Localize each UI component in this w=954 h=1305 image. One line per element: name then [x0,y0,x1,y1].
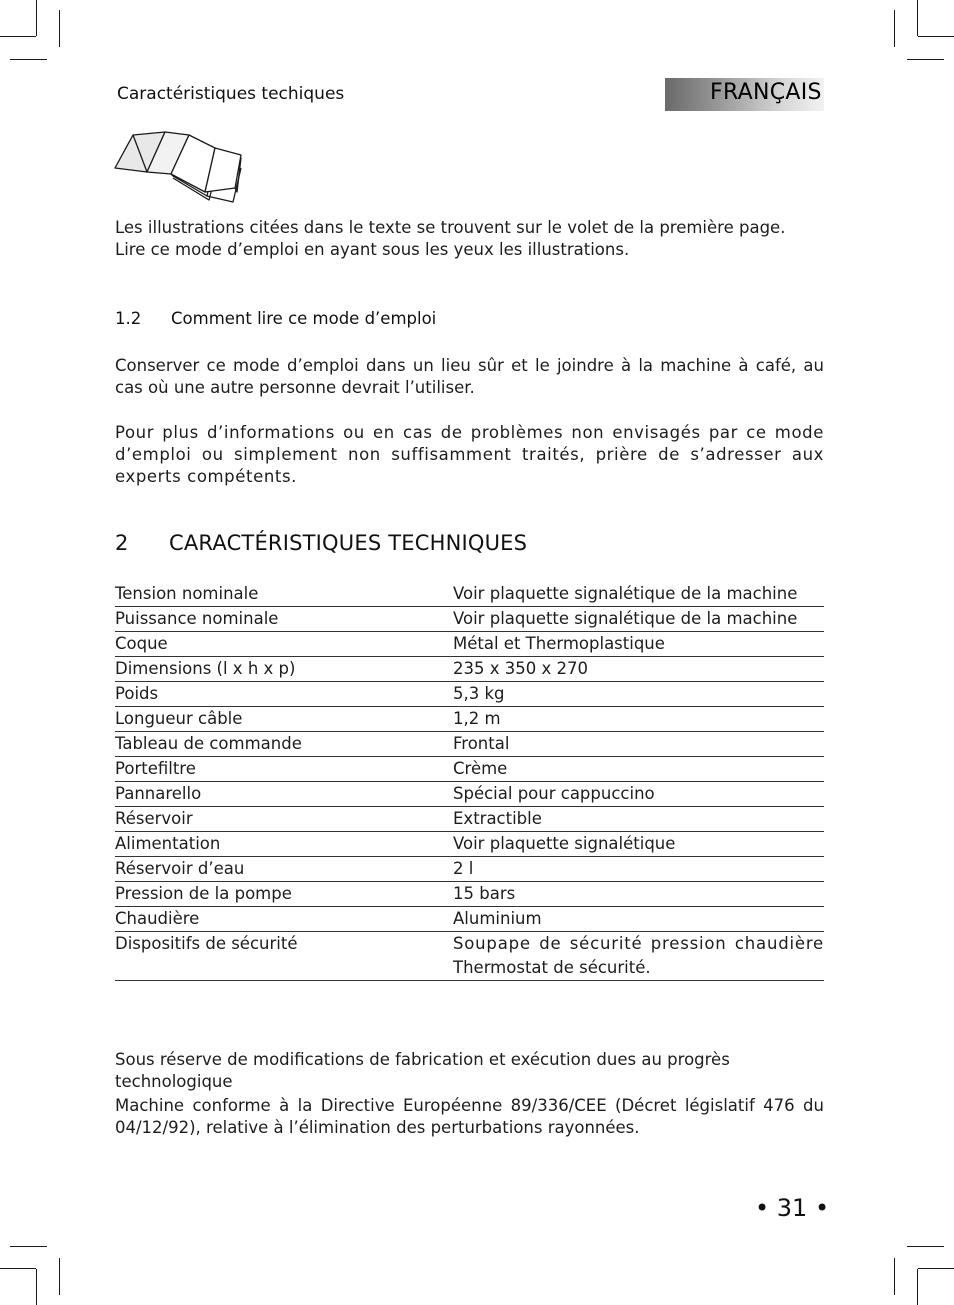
crop-mark [894,10,895,47]
spec-label: Pression de la pompe [115,882,453,907]
spec-label: Alimentation [115,832,453,857]
table-row [115,757,824,782]
crop-mark [36,0,37,36]
spec-label: Longueur câble [115,707,453,732]
crop-mark [918,1268,954,1269]
spec-label: Réservoir [115,807,453,832]
spec-value-line: Thermostat de sécurité. [453,958,651,977]
running-header: Caractéristiques techiques [117,84,345,104]
crop-mark [894,1258,895,1295]
section-title: Comment lire ce mode d’emploi [171,309,437,328]
table-row [115,657,824,682]
spec-label: Portefiltre [115,757,453,782]
crop-mark [917,0,918,36]
chapter-number: 2 [115,531,129,555]
crop-mark [907,59,944,60]
spec-label: Coque [115,632,453,657]
crop-mark [10,1246,47,1247]
spec-value: Voir plaquette signalétique [453,832,824,857]
disclaimer-note: Sous réserve de modifications de fabrication et exécution dues au progrès technologique [115,1050,730,1091]
conformity-note: Machine conforme à la Directive Européenne 89/336/CEE (Décret législatif 476 du 04/12/92), relative à l’élimination des perturbations rayonnées. [115,1096,824,1137]
crop-mark [59,10,60,47]
crop-mark [907,1246,944,1247]
spec-value: Extractible [453,807,824,832]
paragraph: Pour plus d’informations ou en cas de problèmes non envisagés par ce mode d’emploi ou simplement non suffisamment traités, prière de s’adresser aux experts compétents. [115,423,824,486]
table-row [115,607,824,632]
intro-line-2: Lire ce mode d’emploi en ayant sous les yeux les illustrations. [115,240,630,259]
spec-value: Aluminium [453,907,824,932]
section-number: 1.2 [115,309,142,328]
crop-mark [918,36,954,37]
spec-value: 1,2 m [453,707,824,732]
spec-label: Tension nominale [115,582,453,607]
table-row [115,857,824,882]
spec-label: Réservoir d’eau [115,857,453,882]
crop-mark [0,1268,36,1269]
spec-value: Voir plaquette signalétique de la machine [453,607,824,632]
crop-mark [59,1258,60,1295]
table-row [115,907,824,932]
crop-mark [917,1269,918,1305]
table-row [115,582,824,607]
table-row [115,932,824,981]
spec-value: Frontal [453,732,824,757]
spec-label: Tableau de commande [115,732,453,757]
booklet-illustration-icon [113,130,245,204]
specs-table [115,582,824,981]
spec-label: Pannarello [115,782,453,807]
spec-label: Chaudière [115,907,453,932]
crop-mark [36,1269,37,1305]
table-row [115,632,824,657]
table-row [115,832,824,857]
spec-label: Dimensions (l x h x p) [115,657,453,682]
table-row [115,682,824,707]
table-row [115,782,824,807]
spec-value: Crème [453,757,824,782]
page-number: • 31 • [755,1194,830,1222]
crop-mark [10,59,47,60]
spec-value [453,932,824,981]
spec-value: 2 l [453,857,824,882]
spec-value: Voir plaquette signalétique de la machine [453,582,824,607]
spec-label: Dispositifs de sécurité [115,932,453,981]
chapter-title: CARACTÉRISTIQUES TECHNIQUES [169,531,528,555]
spec-label: Poids [115,682,453,707]
table-row [115,707,824,732]
spec-value: 15 bars [453,882,824,907]
spec-value: 235 x 350 x 270 [453,657,824,682]
table-row [115,732,824,757]
table-row [115,882,824,907]
spec-label: Puissance nominale [115,607,453,632]
intro-line-1: Les illustrations citées dans le texte se trouvent sur le volet de la première page. [115,218,786,237]
table-row [115,807,824,832]
crop-mark [0,36,36,37]
language-label: FRANÇAIS [710,80,822,105]
spec-value: 5,3 kg [453,682,824,707]
spec-value: Spécial pour cappuccino [453,782,824,807]
spec-value: Métal et Thermoplastique [453,632,824,657]
paragraph: Conserver ce mode d’emploi dans un lieu sûr et le joindre à la machine à café, au cas où une autre personne devrait l’utiliser. [115,356,824,397]
spec-value-line: Soupape de sécurité pression chaudière [453,934,824,953]
